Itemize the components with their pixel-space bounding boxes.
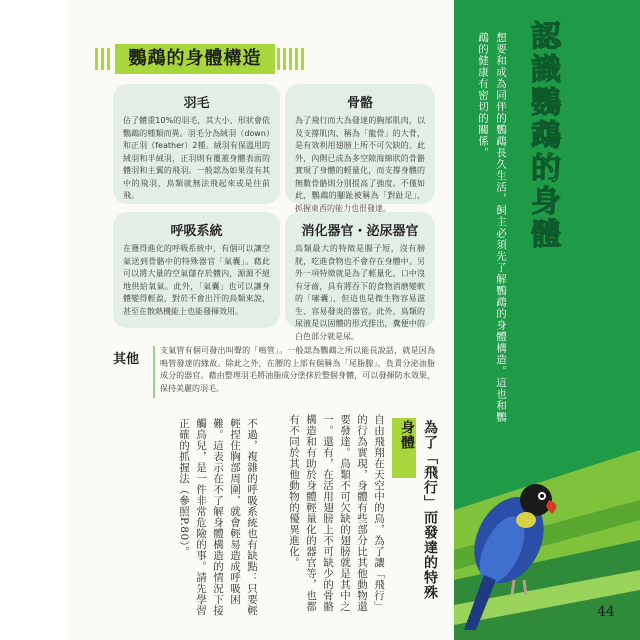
body-text-left: 不過，複雜的呼吸系統也有缺點：只要輕輕捏住胸部周圍，就會輕易造成呼吸困難。這表示在不了解身體構造的情況下接觸鳥兒，是一件非常危險的事。請先學習正確的抓握法（參照P.80）。 xyxy=(178,418,258,616)
sidebar-title: 認識鸚鵡的身體 xyxy=(525,20,560,251)
card-digestive xyxy=(285,212,435,341)
sidebar-lead-text: 想要和成為同伴的鸚鵡長久生活，飼主必須先了解鸚鵡的身體構造。這也和鸚鵡的健康有密切的關係。 xyxy=(477,32,507,423)
section-title: 鸚鵡的身體構造 xyxy=(115,44,275,74)
card-text: 在獲得進化的呼吸系統中，有個可以讓空氣送到骨骼中的特殊器官「氣囊」。藉此可以將大量的空氣儲存於體內，源源不絕地供給氧氣。此外，「氣囊」也可以讓身體變得輕盈，對於不會出汗的鳥類來說，甚至在散熱機能上也能發揮效用。 xyxy=(123,244,270,316)
card-title: 消化器官・泌尿器官 xyxy=(301,224,419,239)
title-stripe-right xyxy=(277,48,305,70)
other-label: 其他 xyxy=(113,352,140,367)
card-skeleton xyxy=(285,84,435,213)
card-respiratory xyxy=(113,212,280,328)
title-stripe-left xyxy=(95,48,113,70)
subsection-title: 為了「飛行」而發達的特殊身體 xyxy=(399,420,438,600)
divider xyxy=(153,346,155,398)
card-text: 佔了體重10%的羽毛，其大小、形狀會依鸚鵡的種類而異。羽毛分為絨羽（down）和正羽（feather）2種。絨羽有保溫用的絨羽和半絨羽，正羽則有覆蓋身體表面的體羽和主翼的飛羽。一般認為如果沒有其中的飛羽，鳥類就無法飛起來或是往前飛。 xyxy=(123,116,270,200)
page-number: 44 xyxy=(597,604,615,620)
card-feathers xyxy=(113,84,280,204)
card-title: 骨骼 xyxy=(346,96,373,111)
body-text-right: 自由飛翔在天空中的鳥，為了讓「飛行」的行為實現，身體有些部分比其他動物還要發達。鳥類不可欠缺的翅膀就是其中之一。還有，在活用翅膀上不可缺少的骨骼構造和有助於身體輕量化的器官等，也都有不同於其他動物的優異進化。 xyxy=(288,414,385,612)
card-title: 呼吸系統 xyxy=(170,224,223,239)
card-title: 羽毛 xyxy=(183,96,210,111)
other-text: 支氣管有個可發出叫聲的「鳴管」。一般認為鸚鵡之所以能長說話，就是因為鳴管發達的緣故。除此之外，在腰的上部有個稱為「尾脂腺」，負責分泌油脂成分的器官。藉由整理羽毛將油脂成分塗抹於整個身體，可以發揮防水效果，保持美麗的羽毛。 xyxy=(160,346,435,393)
card-text: 為了飛行而大為發達的胸部肌肉，以及支撐肌肉、稱為「龍骨」的大骨，是有效利用翅膀上所不可欠缺的。此外，內側已成為多空隙海綿狀的骨骼實現了身體的輕量化，而支撐身體的無數骨骼則分別提高了強度。不僅如此，鸚鵡的腳趾被稱為「對趾足」，抓握東西的能力也很發達。 xyxy=(295,116,425,213)
card-text: 鳥類最大的特徵是腸子短，沒有膀胱，吃進食物也不會存在身體中。另外一項特徵就是為了輕量化，口中沒有牙齒，具有將吞下的食物消磨變軟的「嗉囊」，但這也是微生物容易滋生、容易發炎的器官。此外，鳥類的尿液是以固體的形式排出，糞便中的白色部分就是尿。 xyxy=(295,244,425,341)
